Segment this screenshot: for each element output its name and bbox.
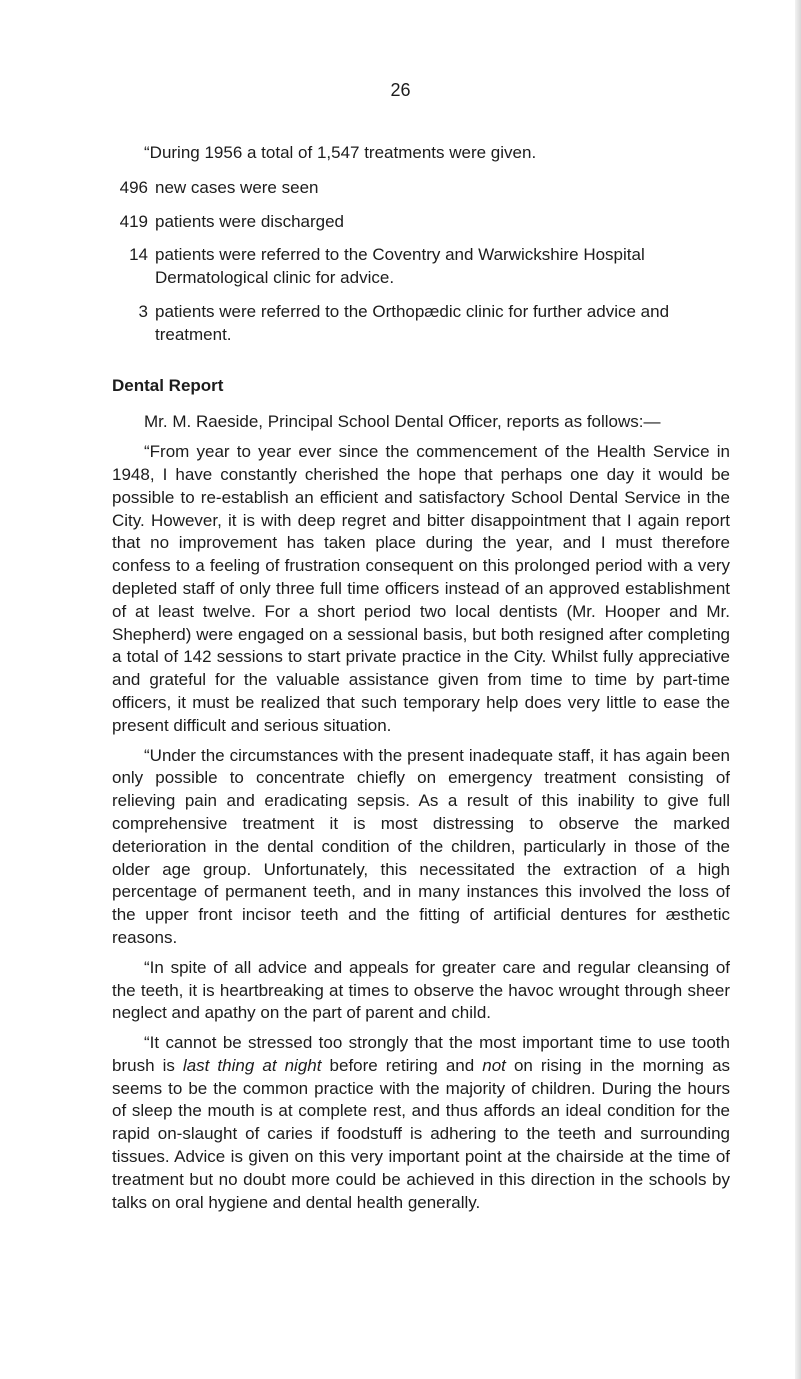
page-body (112, 142, 730, 1221)
stat-count: 496 (119, 177, 148, 197)
text-run: before retiring and (321, 1055, 483, 1075)
stat-description: new cases were seen (155, 177, 319, 197)
stat-item (112, 177, 730, 200)
stat-count: 419 (119, 211, 148, 231)
text-run: on rising in the morning as seems to be the common practice with the majority of children. During the hours of sleep the mouth is at complete rest, and thus affords an ideal condition for the rapid on-slaught of caries if foodstuff is adhering to the teeth and surrounding tissues. Advice is given on this very important point at the chairside at the time of treatment but no doubt more could be achieved in this direction in the schools by talks on oral hygiene and dental health generally. (112, 1055, 731, 1212)
report-paragraph-final (112, 1032, 730, 1214)
stat-count: 14 (129, 245, 148, 265)
treatment-stat-list (112, 177, 730, 347)
section-heading: Dental Report (112, 375, 224, 395)
stat-description: patients were referred to the Orthopædic clinic for further advice and treatment. (155, 301, 670, 344)
emphasis-text: not (482, 1055, 506, 1075)
text-run: “It cannot be stressed too strongly that the most important time to use tooth brush is (112, 1033, 730, 1075)
report-paragraph: “From year to year ever since the commencement of the Health Service in 1948, I have constantly cherished the hope that perhaps one day it would be possible to re-establish an efficient and satisfactory School Dental Service in the City. However, it is with deep regret and bitter disappointment that I again report that no improvement has taken place during the year, and I must therefore confess to a feeling of frustration consequent on this prolonged period with a very depleted staff of only three full time officers instead of an approved establishment of at least twelve. For a short period two local dentists (Mr. Hooper and Mr. Shepherd) were engaged on a sessional basis, but both resigned after completing a total of 142 sessions to start private practice in the City. Whilst fully appreciative and grateful for the valuable assistance given from time to time by part-time officers, it must be realized that such temporary help does very little to ease the present difficult and serious situation. (112, 442, 730, 735)
report-intro: Mr. M. Raeside, Principal School Dental Officer, reports as follows:— (144, 412, 661, 432)
stat-item (112, 211, 730, 234)
stat-description: patients were referred to the Coventry and Warwickshire Hospital Dermatological clinic for advice. (155, 245, 645, 288)
stat-item (112, 301, 730, 347)
page-number: 26 (390, 80, 411, 100)
stat-item (112, 244, 730, 290)
report-paragraph: “Under the circumstances with the present inadequate staff, it has again been only possible to concentrate chiefly on emergency treatment consisting of relieving pain and eradicating sepsis. As a result of this inability to give full comprehensive treatment it is most distressing to observe the marked deterioration in the dental condition of the children, particularly in those of the older age group. Unfortunately, this necessitated the extraction of a high percentage of permanent teeth, and in many instances this involved the loss of the upper front incisor teeth and the fitting of artificial dentures for æsthetic reasons. (112, 745, 730, 947)
emphasis-text: last thing at night (182, 1055, 322, 1075)
page-edge-shadow (795, 0, 801, 1379)
treatment-summary (112, 142, 730, 347)
treatment-summary-intro: “During 1956 a total of 1,547 treatments were given. (144, 143, 537, 162)
dental-report-section (112, 375, 730, 1215)
report-paragraph: “In spite of all advice and appeals for greater care and regular cleansing of the teeth, it is heartbreaking at times to observe the havoc wrought through sheer neglect and apathy on the part of parent and child. (112, 957, 730, 1023)
stat-description: patients were discharged (155, 211, 345, 231)
stat-count: 3 (138, 301, 148, 321)
